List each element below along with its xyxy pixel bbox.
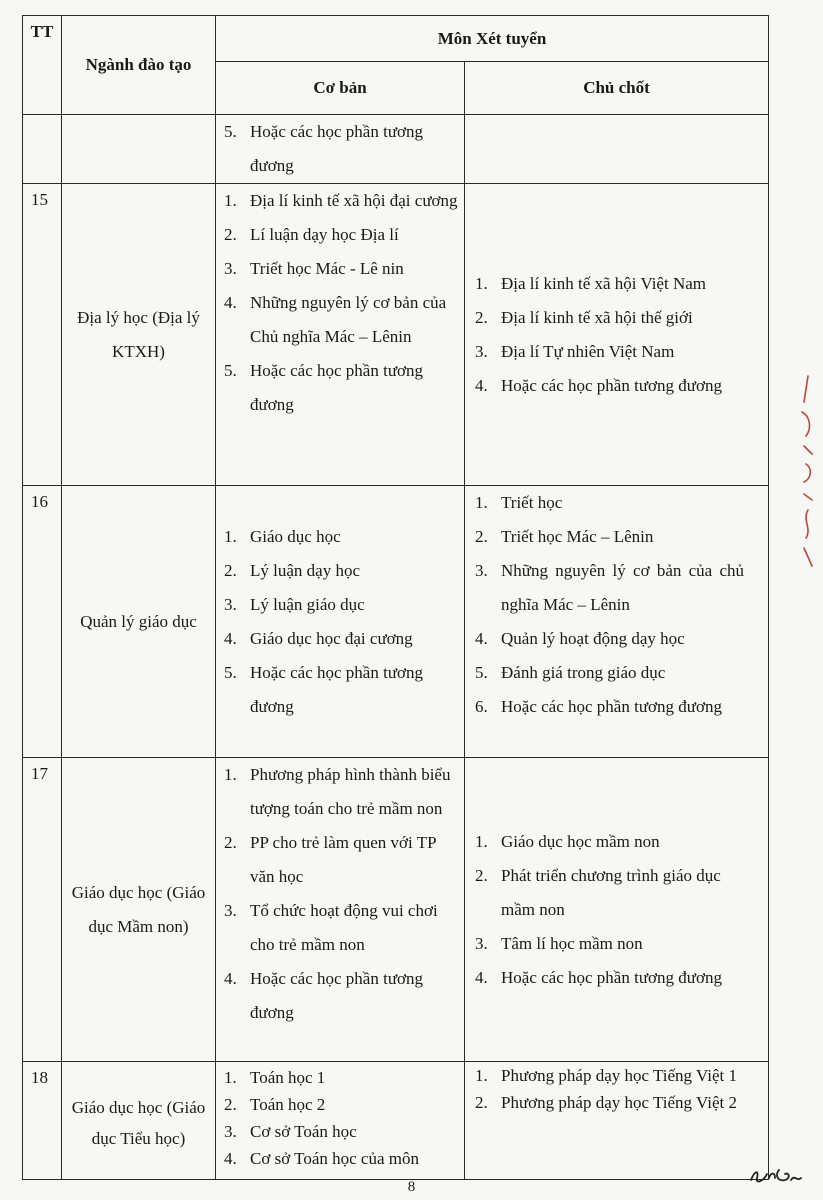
list-item: 2. Toán học 2 [224,1095,326,1114]
list-item: 2. Lí luận dạy học Địa lí [224,225,399,244]
list-item: 3. Cơ sở Toán học [224,1122,357,1141]
list-item: 1. Phương pháp hình thành biểu tượng toán cho trẻ mầm non [224,765,451,818]
basic-subjects-cell [216,184,465,486]
admission-subjects-table [22,15,769,1180]
row-tt: 15 [23,184,62,486]
list-item: 4. Hoặc các học phần tương đương [224,969,424,1022]
row-tt: 17 [23,758,62,1062]
table-row [23,115,769,184]
row-tt: 16 [23,486,62,758]
list-item: 1. Triết học [475,493,563,512]
list-item: 1. Giáo dục học mầm non [475,831,660,851]
list-item: 3. Địa lí Tự nhiên Việt Nam [475,341,675,361]
initial-mark-red [798,372,818,572]
list-item: 2. Phát triển chương trình giáo dục mầm non [475,865,721,919]
row-tt [23,115,62,184]
core-subjects-cell [465,486,769,758]
table-row [23,1062,769,1180]
list-item: 2. Phương pháp dạy học Tiếng Việt 2 [475,1093,737,1112]
basic-subjects-cell [216,115,465,184]
list-item: 4. Cơ sở Toán học của môn [224,1149,419,1168]
header-core: Chủ chốt [465,62,769,115]
list-item: 3. Những nguyên lý cơ bản của chủ nghĩa Mác – Lênin [475,561,745,614]
page-number: 8 [407,1179,416,1195]
core-subjects-cell [465,758,769,1062]
core-subjects-cell [465,1062,769,1180]
list-item: 2. PP cho trẻ làm quen với TP văn học [224,833,436,886]
list-item: 1. Địa lí kinh tế xã hội đại cương [224,191,458,210]
list-item: 3. Tâm lí học mầm non [475,933,643,953]
list-item: 1. Toán học 1 [224,1068,326,1087]
list-item: 4. Hoặc các học phần tương đương [475,967,722,987]
row-major [62,115,216,184]
list-item: 4. Những nguyên lý cơ bản của Chủ nghĩa Mác – Lênin [224,293,447,346]
list-item: 2. Triết học Mác – Lênin [475,527,654,546]
row-major: Giáo dục học (Giáo dục Tiểu học) [62,1062,216,1180]
list-item: 3. Tổ chức hoạt động vui chơi cho trẻ mầm non [224,901,438,954]
table-row [23,486,769,758]
list-item: 5. Hoặc các học phần tương đương [224,361,424,414]
list-item: 2. Lý luận dạy học [224,560,360,580]
list-item: 5. Hoặc các học phần tương đương [224,662,424,716]
row-tt: 18 [23,1062,62,1180]
list-item: 1. Phương pháp dạy học Tiếng Việt 1 [475,1066,737,1085]
row-major: Quản lý giáo dục [62,486,216,758]
basic-subjects-cell [216,486,465,758]
table-row [23,758,769,1062]
header-major: Ngành đào tạo [62,16,216,115]
list-item: 3. Lý luận giáo dục [224,594,365,614]
list-item: 6. Hoặc các học phần tương đương [475,697,722,716]
row-major: Giáo dục học (Giáo dục Mầm non) [62,758,216,1062]
list-item: 1. Địa lí kinh tế xã hội Việt Nam [475,273,706,293]
list-item: 5. Hoặc các học phần tương đương [224,122,424,175]
header-subjects: Môn Xét tuyển [216,16,769,62]
list-item: 3. Triết học Mác - Lê nin [224,259,404,278]
row-major: Địa lý học (Địa lý KTXH) [62,184,216,486]
core-subjects-cell [465,115,769,184]
list-item: 4. Quản lý hoạt động dạy học [475,629,685,648]
signature-mark [745,1160,805,1190]
header-tt: TT [23,16,62,115]
list-item: 4. Giáo dục học đại cương [224,628,413,648]
list-item: 1. Giáo dục học [224,526,341,546]
core-subjects-cell [465,184,769,486]
list-item: 5. Đánh giá trong giáo dục [475,663,666,682]
table-row [23,184,769,486]
list-item: 4. Hoặc các học phần tương đương [475,375,722,395]
header-basic: Cơ bản [216,62,465,115]
basic-subjects-cell [216,758,465,1062]
list-item: 2. Địa lí kinh tế xã hội thế giới [475,307,693,327]
basic-subjects-cell [216,1062,465,1180]
